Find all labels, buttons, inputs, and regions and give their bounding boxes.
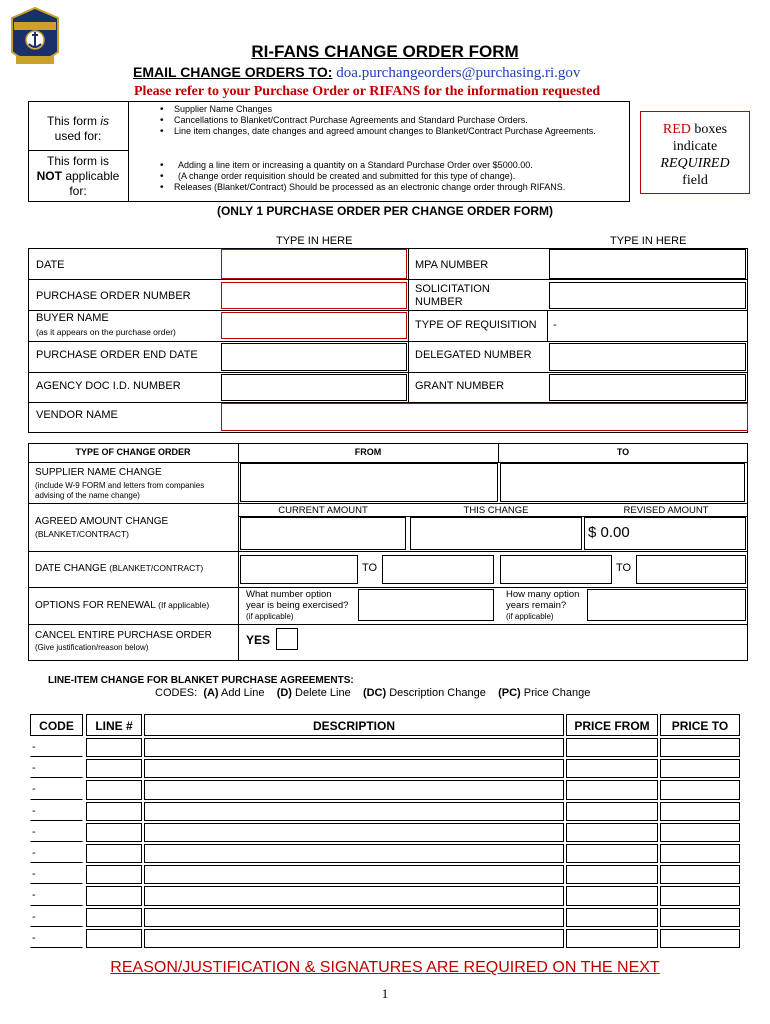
solicitation-label [415, 283, 490, 309]
options-renewal-note: (If applicable) [158, 600, 210, 610]
price-to-cell[interactable] [660, 759, 740, 778]
agency-doc-label: AGENCY DOC I.D. NUMBER [36, 380, 181, 392]
email-link[interactable]: doa.purchangeorders@purchasing.ri.gov [336, 65, 581, 81]
price-to-cell[interactable] [660, 844, 740, 863]
legend-required: REQUIRED [660, 156, 730, 171]
row-code-value: - [32, 783, 36, 796]
type-of-req-value[interactable]: - [553, 319, 557, 331]
row-code-value: - [32, 804, 36, 817]
description-cell[interactable] [144, 759, 564, 778]
solicitation-input[interactable] [549, 282, 746, 309]
row-code-value: - [32, 868, 36, 881]
option-year-input[interactable] [358, 589, 494, 621]
remain-years-input[interactable] [587, 589, 746, 621]
revised-amount-label: REVISED AMOUNT [623, 505, 709, 516]
code-dc: (DC) [362, 687, 387, 699]
form-title: RI-FANS CHANGE ORDER FORM [251, 42, 519, 61]
email-line [133, 64, 580, 82]
row-code-value: - [32, 910, 36, 923]
code-cell[interactable] [30, 908, 83, 927]
date-change-label [35, 563, 203, 574]
code-cell[interactable] [30, 759, 83, 778]
used-for-text-2: used for: [54, 129, 102, 143]
agreed-amount-label: AGREED AMOUNT CHANGE [35, 516, 169, 527]
price-from-cell[interactable] [566, 738, 658, 757]
list-item: • Adding a line item or increasing a quantity on a Standard Purchase Order over $5000.00. [160, 160, 630, 171]
not-for-label [28, 154, 128, 199]
this-change-input[interactable] [410, 517, 582, 550]
price-from-cell[interactable] [566, 886, 658, 905]
options-renewal-label [35, 600, 209, 611]
used-for-text-1: This form [46, 114, 101, 128]
description-cell[interactable] [144, 908, 564, 927]
mpa-number-input[interactable] [549, 249, 746, 279]
price-to-cell[interactable] [660, 802, 740, 821]
cancel-yes-checkbox[interactable] [276, 628, 298, 650]
price-to-cell[interactable] [660, 823, 740, 842]
description-cell[interactable] [144, 865, 564, 884]
code-header: CODE [39, 719, 74, 733]
supplier-to-input[interactable] [500, 463, 745, 502]
list-item [160, 171, 630, 182]
price-from-cell[interactable] [566, 802, 658, 821]
description-cell[interactable] [144, 738, 564, 757]
not-for-text-2: applicable [61, 169, 120, 183]
line-number-cell[interactable] [86, 886, 142, 905]
page-number: 1 [381, 986, 389, 1001]
po-end-date-input[interactable] [221, 343, 407, 371]
codes-line [155, 687, 590, 699]
row-code-value: - [32, 741, 36, 753]
yes-label: YES [246, 633, 271, 647]
type-of-change-header: TYPE OF CHANGE ORDER [75, 447, 191, 457]
vendor-name-label: VENDOR NAME [36, 409, 118, 421]
price-to-cell[interactable] [660, 908, 740, 927]
revised-amount-value: $ 0.00 [588, 524, 630, 541]
codes-label: CODES: [155, 687, 198, 699]
date-change-to-label: TO [362, 562, 378, 574]
option-question [246, 589, 348, 622]
vendor-name-input[interactable] [221, 403, 748, 431]
price-from-cell[interactable] [566, 908, 658, 927]
description-header: DESCRIPTION [312, 719, 395, 733]
line-number-cell[interactable] [86, 759, 142, 778]
price-from-cell[interactable] [566, 865, 658, 884]
option-q1: What number option [246, 589, 332, 600]
line-number-cell[interactable] [86, 738, 142, 757]
supplier-from-input[interactable] [240, 463, 498, 502]
row-code-value: - [32, 889, 36, 902]
description-cell[interactable] [144, 780, 564, 799]
code-pc: (PC) [498, 687, 521, 699]
line-item-title: LINE-ITEM CHANGE FOR BLANKET PURCHASE AGREEMENTS: [48, 675, 354, 686]
buyer-name-label: BUYER NAME [36, 312, 109, 324]
code-d-text: Delete Line [291, 687, 351, 699]
email-label: EMAIL CHANGE ORDERS TO: [133, 64, 333, 80]
price-to-cell[interactable] [660, 780, 740, 799]
code-cell[interactable] [30, 929, 83, 948]
not-for-bold: NOT [36, 169, 62, 183]
solicitation-text-1: SOLICITATION [415, 283, 490, 295]
mpa-number-label: MPA NUMBER [415, 259, 489, 271]
legend-field: field [682, 173, 708, 188]
used-for-em: is [100, 114, 109, 128]
type-of-req-label: TYPE OF REQUISITION [415, 319, 537, 331]
list-item: • Releases (Blanket/Contract) Should be processed as an electronic change order through RIFANS. [160, 182, 630, 193]
code-cell[interactable] [30, 886, 83, 905]
date-change-to-end-input[interactable] [636, 555, 746, 584]
date-change-to-label-2: TO [616, 562, 632, 574]
options-renewal-text: OPTIONS FOR RENEWAL [35, 600, 156, 611]
date-change-from-input[interactable] [240, 555, 358, 584]
price-to-cell[interactable] [660, 738, 740, 757]
price-from-cell[interactable] [566, 823, 658, 842]
description-cell[interactable] [144, 823, 564, 842]
buyer-name-note: (as it appears on the purchase order) [36, 327, 176, 337]
not-for-text-1: This form is [46, 154, 109, 168]
from-header: FROM [354, 447, 382, 457]
reason-notice: REASON/JUSTIFICATION & SIGNATURES ARE REQUIRED ON THE NEXT [110, 959, 660, 976]
code-a: (A) [203, 687, 219, 699]
po-number-input[interactable] [221, 282, 407, 309]
type-in-here-right: TYPE IN HERE [610, 235, 687, 247]
date-label: DATE [36, 259, 65, 271]
remain-q2: years remain? [506, 600, 567, 611]
code-pc-text: Price Change [520, 687, 591, 699]
code-cell[interactable] [30, 802, 83, 821]
not-for-text-3: for: [69, 184, 87, 198]
legend-red: RED [662, 122, 691, 137]
remain-q3: (if applicable) [506, 612, 554, 621]
row-code-value: - [32, 825, 36, 838]
price-to-header: PRICE TO [671, 719, 729, 733]
price-from-header: PRICE FROM [574, 719, 650, 733]
line-header: LINE # [95, 719, 133, 733]
code-cell[interactable] [30, 865, 83, 884]
cancel-label: CANCEL ENTIRE PURCHASE ORDER [35, 630, 212, 641]
grant-number-input[interactable] [549, 374, 746, 401]
code-cell[interactable] [30, 780, 83, 799]
option-q2: year is being exercised? [246, 600, 349, 611]
line-number-cell[interactable] [86, 802, 142, 821]
refer-note: Please refer to your Purchase Order or RIFANS for the information requested [134, 84, 601, 99]
line-number-cell[interactable] [86, 908, 142, 927]
code-dc-text: Description Change [386, 687, 486, 699]
line-number-cell[interactable] [86, 780, 142, 799]
line-number-cell[interactable] [86, 844, 142, 863]
row-code-value: - [32, 847, 36, 859]
line-number-cell[interactable] [86, 865, 142, 884]
price-from-cell[interactable] [566, 780, 658, 799]
line-number-cell[interactable] [86, 929, 142, 948]
description-cell[interactable] [144, 886, 564, 905]
description-cell[interactable] [144, 929, 564, 948]
supplier-change-label: SUPPLIER NAME CHANGE [35, 467, 162, 478]
current-amount-input[interactable] [240, 517, 406, 550]
remain-q1: How many option [506, 589, 580, 600]
code-a-text: Add Line [218, 687, 265, 699]
price-from-cell[interactable] [566, 929, 658, 948]
solicitation-text-2: NUMBER [415, 296, 463, 308]
description-cell[interactable] [144, 802, 564, 821]
legend-boxes: boxes [690, 122, 728, 137]
agreed-amount-note: (BLANKET/CONTRACT) [35, 529, 129, 539]
required-legend-text [640, 121, 750, 189]
description-cell[interactable] [144, 844, 564, 863]
date-input[interactable] [221, 249, 407, 279]
option-q3: (if applicable) [246, 612, 294, 621]
code-cell[interactable] [30, 738, 83, 757]
cancel-note: (Give justification/reason below) [35, 643, 149, 652]
only-one-note: (ONLY 1 PURCHASE ORDER PER CHANGE ORDER FORM) [216, 204, 554, 218]
supplier-note-2: advising of the name change) [35, 491, 140, 500]
delegated-number-input[interactable] [549, 343, 746, 371]
this-change-label: THIS CHANGE [463, 505, 529, 516]
date-change-note: (BLANKET/CONTRACT) [109, 563, 204, 573]
list-item: • Line item changes, date changes and agreed amount changes to Blanket/Contract Purchase Agreements. [160, 126, 604, 137]
list-item: • Supplier Name Changes [160, 104, 620, 115]
used-for-list [160, 104, 620, 137]
date-change-from-end-input[interactable] [382, 555, 494, 584]
not-for-list [160, 160, 630, 193]
price-from-cell[interactable] [566, 759, 658, 778]
row-code-value: - [32, 931, 36, 944]
price-to-cell[interactable] [660, 886, 740, 905]
supplier-change-note [35, 481, 204, 501]
agency-doc-input[interactable] [221, 374, 407, 401]
supplier-note-1: (include W-9 FORM and letters from companies [35, 481, 205, 490]
price-to-cell[interactable] [660, 929, 740, 948]
buyer-name-input[interactable] [221, 312, 407, 339]
type-in-here-left: TYPE IN HERE [276, 235, 353, 247]
legend-indicate: indicate [672, 139, 718, 154]
price-from-cell[interactable] [566, 844, 658, 863]
date-change-text: DATE CHANGE [35, 563, 107, 574]
price-to-cell[interactable] [660, 865, 740, 884]
current-amount-label: CURRENT AMOUNT [278, 505, 368, 516]
date-change-to-input[interactable] [500, 555, 612, 584]
delegated-number-label: DELEGATED NUMBER [415, 349, 532, 361]
remain-question [506, 589, 579, 622]
po-number-label: PURCHASE ORDER NUMBER [36, 290, 191, 302]
list-item: • Cancellations to Blanket/Contract Purchase Agreements and Standard Purchase Orders. [160, 115, 620, 126]
list-item-text: (A change order requisition should be created and submitted for this type of change). [178, 171, 516, 181]
code-d: (D) [276, 687, 292, 699]
code-cell[interactable] [30, 844, 83, 863]
grant-number-label: GRANT NUMBER [415, 380, 505, 392]
po-end-date-label: PURCHASE ORDER END DATE [36, 349, 198, 361]
line-number-cell[interactable] [86, 823, 142, 842]
used-for-label [28, 114, 128, 144]
to-header: TO [616, 447, 630, 457]
row-code-value: - [32, 762, 36, 775]
code-cell[interactable] [30, 823, 83, 842]
